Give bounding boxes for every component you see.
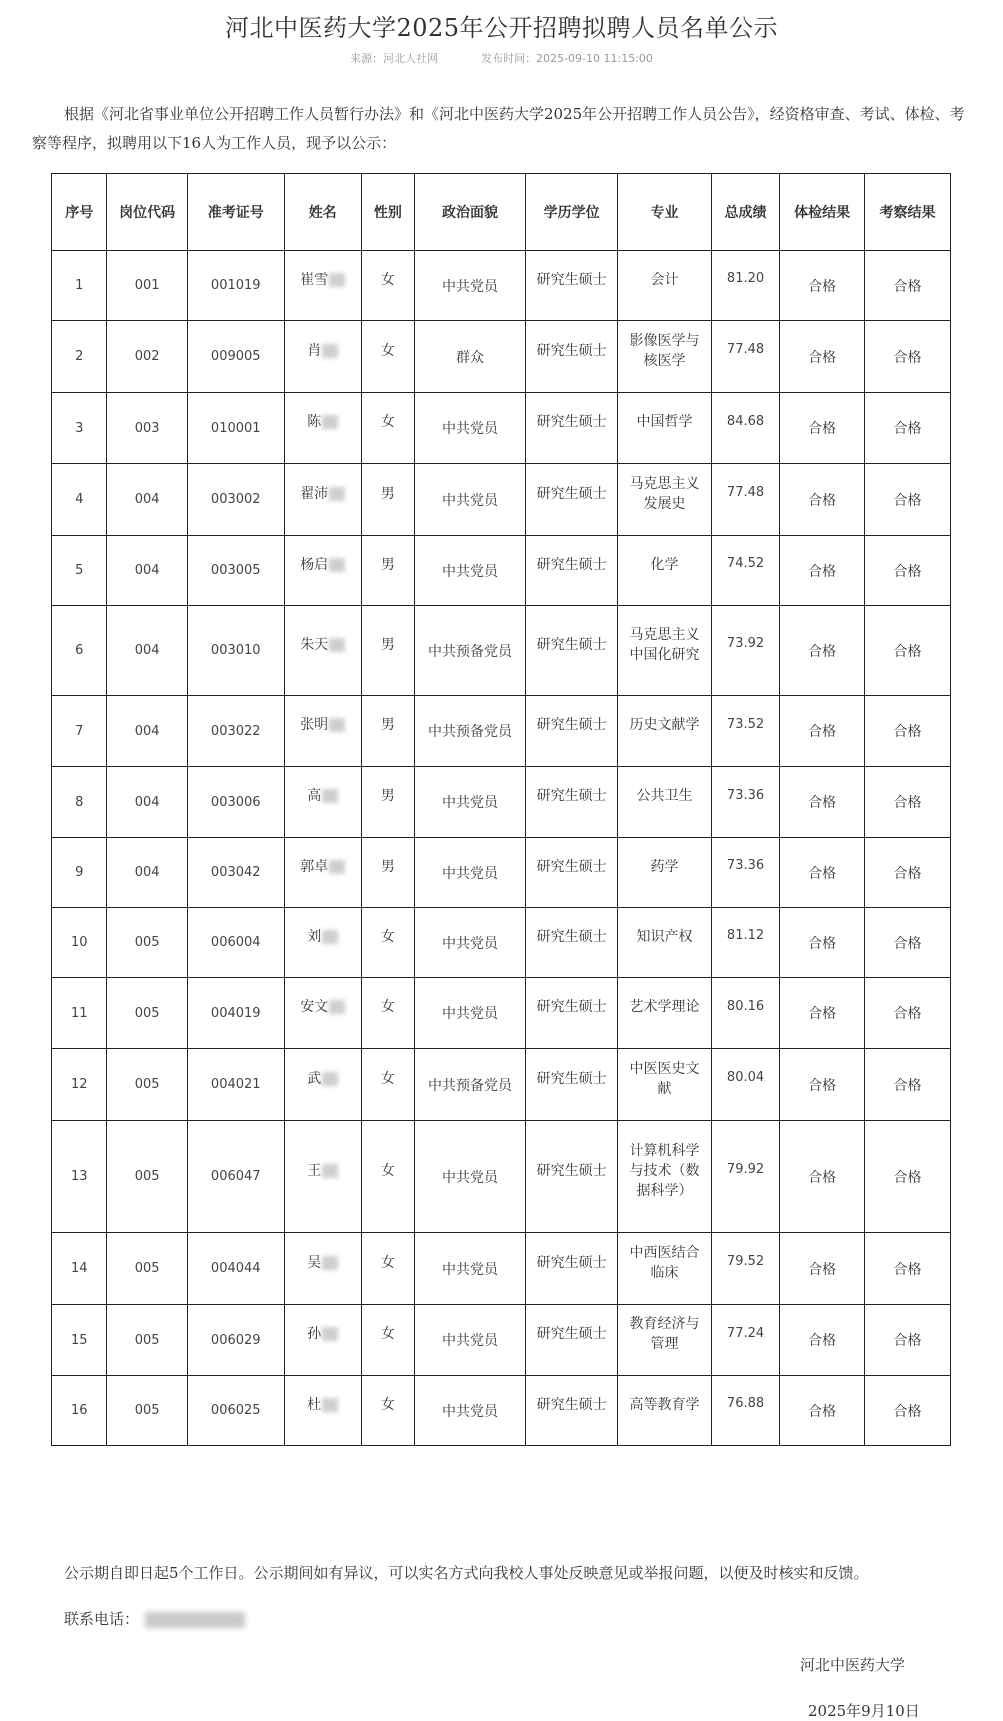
exam-number: 004044 bbox=[187, 1233, 284, 1305]
signature-date: 2025年9月10日 bbox=[808, 1702, 920, 1720]
contact-label: 联系电话： bbox=[64, 1610, 140, 1628]
exam-number: 006029 bbox=[187, 1305, 284, 1376]
inspection-result: 合格 bbox=[865, 536, 951, 606]
table-row bbox=[52, 393, 951, 464]
exam-number: 003002 bbox=[187, 464, 284, 536]
political-status: 中共党员 bbox=[415, 251, 526, 321]
political-status: 中共党员 bbox=[415, 536, 526, 606]
major: 化学 bbox=[618, 536, 711, 606]
physical-result: 合格 bbox=[780, 464, 865, 536]
political-status: 中共预备党员 bbox=[415, 606, 526, 696]
table-row bbox=[52, 606, 951, 696]
inspection-result: 合格 bbox=[865, 606, 951, 696]
redacted-name bbox=[322, 344, 338, 358]
post-code: 004 bbox=[107, 606, 187, 696]
total-score: 80.04 bbox=[711, 1049, 779, 1121]
row-number: 13 bbox=[52, 1121, 107, 1233]
candidate-name: 陈 bbox=[284, 393, 361, 464]
table-row bbox=[52, 251, 951, 321]
major: 中医医史文 献 bbox=[618, 1049, 711, 1121]
post-code: 005 bbox=[107, 978, 187, 1049]
degree: 研究生硕士 bbox=[525, 696, 617, 767]
page-title: 河北中医药大学2025年公开招聘拟聘人员名单公示 bbox=[224, 14, 779, 42]
political-status: 中共党员 bbox=[415, 464, 526, 536]
political-status: 中共党员 bbox=[415, 1121, 526, 1233]
candidate-name: 高 bbox=[284, 767, 361, 838]
post-code: 005 bbox=[107, 1305, 187, 1376]
column-header: 准考证号 bbox=[187, 174, 284, 251]
total-score: 81.20 bbox=[711, 251, 779, 321]
major: 药学 bbox=[618, 838, 711, 908]
table-row bbox=[52, 838, 951, 908]
political-status: 中共党员 bbox=[415, 393, 526, 464]
table-row bbox=[52, 1233, 951, 1305]
total-score: 73.52 bbox=[711, 696, 779, 767]
row-number: 6 bbox=[52, 606, 107, 696]
degree: 研究生硕士 bbox=[525, 464, 617, 536]
physical-result: 合格 bbox=[780, 838, 865, 908]
physical-result: 合格 bbox=[780, 1049, 865, 1121]
gender: 女 bbox=[361, 393, 414, 464]
gender: 女 bbox=[361, 978, 414, 1049]
degree: 研究生硕士 bbox=[525, 251, 617, 321]
column-header: 性别 bbox=[361, 174, 414, 251]
inspection-result: 合格 bbox=[865, 464, 951, 536]
major: 马克思主义 发展史 bbox=[618, 464, 711, 536]
post-code: 004 bbox=[107, 464, 187, 536]
column-header: 考察结果 bbox=[865, 174, 951, 251]
inspection-result: 合格 bbox=[865, 838, 951, 908]
degree: 研究生硕士 bbox=[525, 536, 617, 606]
table-row bbox=[52, 767, 951, 838]
inspection-result: 合格 bbox=[865, 321, 951, 393]
exam-number: 009005 bbox=[187, 321, 284, 393]
candidate-name: 杜 bbox=[284, 1376, 361, 1446]
table-header-row bbox=[52, 174, 951, 251]
total-score: 77.48 bbox=[711, 464, 779, 536]
major: 会计 bbox=[618, 251, 711, 321]
redacted-name bbox=[322, 1327, 338, 1341]
notice-text: 公示期自即日起5个工作日。公示期间如有异议，可以实名方式向我校人事处反映意见或举报问题，以便及时核实和反馈。 bbox=[64, 1564, 869, 1582]
major: 中西医结合 临床 bbox=[618, 1233, 711, 1305]
table-row bbox=[52, 908, 951, 978]
publish-time: 发布时间：2025-09-10 11:15:00 bbox=[481, 52, 653, 65]
gender: 男 bbox=[361, 536, 414, 606]
redacted-name bbox=[322, 1072, 338, 1086]
inspection-result: 合格 bbox=[865, 1049, 951, 1121]
redacted-name bbox=[329, 860, 345, 874]
redacted-name bbox=[322, 930, 338, 944]
physical-result: 合格 bbox=[780, 978, 865, 1049]
post-code: 003 bbox=[107, 393, 187, 464]
degree: 研究生硕士 bbox=[525, 1376, 617, 1446]
column-header: 姓名 bbox=[284, 174, 361, 251]
degree: 研究生硕士 bbox=[525, 1233, 617, 1305]
source-label: 来源：河北人社网 bbox=[350, 52, 439, 65]
exam-number: 006004 bbox=[187, 908, 284, 978]
degree: 研究生硕士 bbox=[525, 838, 617, 908]
column-header: 岗位代码 bbox=[107, 174, 187, 251]
candidate-name: 崔雪 bbox=[284, 251, 361, 321]
candidate-name: 安文 bbox=[284, 978, 361, 1049]
exam-number: 010001 bbox=[187, 393, 284, 464]
major: 历史文献学 bbox=[618, 696, 711, 767]
major: 高等教育学 bbox=[618, 1376, 711, 1446]
gender: 女 bbox=[361, 1233, 414, 1305]
candidate-name: 杨启 bbox=[284, 536, 361, 606]
post-code: 005 bbox=[107, 1376, 187, 1446]
row-number: 14 bbox=[52, 1233, 107, 1305]
table-row bbox=[52, 1121, 951, 1233]
intro-paragraph: 根据《河北省事业单位公开招聘工作人员暂行办法》和《河北中医药大学2025年公开招聘工作人员公告》，经资格审查、考试、体检、考察等程序，拟聘用以下16人为工作人员，现予以公示： bbox=[32, 105, 965, 152]
table-row bbox=[52, 978, 951, 1049]
inspection-result: 合格 bbox=[865, 767, 951, 838]
row-number: 8 bbox=[52, 767, 107, 838]
physical-result: 合格 bbox=[780, 1305, 865, 1376]
exam-number: 003010 bbox=[187, 606, 284, 696]
row-number: 1 bbox=[52, 251, 107, 321]
redacted-name bbox=[322, 1164, 338, 1178]
post-code: 001 bbox=[107, 251, 187, 321]
total-score: 73.36 bbox=[711, 838, 779, 908]
candidate-name: 张明 bbox=[284, 696, 361, 767]
post-code: 004 bbox=[107, 696, 187, 767]
inspection-result: 合格 bbox=[865, 908, 951, 978]
column-header: 序号 bbox=[52, 174, 107, 251]
degree: 研究生硕士 bbox=[525, 393, 617, 464]
major: 中国哲学 bbox=[618, 393, 711, 464]
political-status: 中共党员 bbox=[415, 1233, 526, 1305]
gender: 男 bbox=[361, 838, 414, 908]
redacted-phone bbox=[145, 1612, 245, 1628]
political-status: 中共党员 bbox=[415, 908, 526, 978]
degree: 研究生硕士 bbox=[525, 1049, 617, 1121]
redacted-name bbox=[329, 273, 345, 287]
degree: 研究生硕士 bbox=[525, 1121, 617, 1233]
candidate-name: 武 bbox=[284, 1049, 361, 1121]
major: 马克思主义 中国化研究 bbox=[618, 606, 711, 696]
exam-number: 004019 bbox=[187, 978, 284, 1049]
political-status: 中共党员 bbox=[415, 978, 526, 1049]
physical-result: 合格 bbox=[780, 767, 865, 838]
total-score: 84.68 bbox=[711, 393, 779, 464]
exam-number: 003005 bbox=[187, 536, 284, 606]
table-body bbox=[52, 251, 951, 1446]
total-score: 74.52 bbox=[711, 536, 779, 606]
political-status: 中共党员 bbox=[415, 1376, 526, 1446]
candidate-name: 刘 bbox=[284, 908, 361, 978]
column-header: 学历学位 bbox=[525, 174, 617, 251]
post-code: 004 bbox=[107, 838, 187, 908]
political-status: 中共预备党员 bbox=[415, 696, 526, 767]
physical-result: 合格 bbox=[780, 251, 865, 321]
gender: 女 bbox=[361, 251, 414, 321]
total-score: 79.52 bbox=[711, 1233, 779, 1305]
table-row bbox=[52, 536, 951, 606]
physical-result: 合格 bbox=[780, 606, 865, 696]
table-row bbox=[52, 1305, 951, 1376]
physical-result: 合格 bbox=[780, 393, 865, 464]
post-code: 005 bbox=[107, 1121, 187, 1233]
candidate-name: 王 bbox=[284, 1121, 361, 1233]
row-number: 3 bbox=[52, 393, 107, 464]
row-number: 10 bbox=[52, 908, 107, 978]
major: 知识产权 bbox=[618, 908, 711, 978]
post-code: 002 bbox=[107, 321, 187, 393]
degree: 研究生硕士 bbox=[525, 606, 617, 696]
degree: 研究生硕士 bbox=[525, 321, 617, 393]
total-score: 79.92 bbox=[711, 1121, 779, 1233]
inspection-result: 合格 bbox=[865, 696, 951, 767]
major: 影像医学与 核医学 bbox=[618, 321, 711, 393]
column-header: 政治面貌 bbox=[415, 174, 526, 251]
exam-number: 003006 bbox=[187, 767, 284, 838]
political-status: 中共党员 bbox=[415, 838, 526, 908]
major: 艺术学理论 bbox=[618, 978, 711, 1049]
inspection-result: 合格 bbox=[865, 1305, 951, 1376]
redacted-name bbox=[322, 789, 338, 803]
physical-result: 合格 bbox=[780, 321, 865, 393]
redacted-name bbox=[322, 1398, 338, 1412]
inspection-result: 合格 bbox=[865, 1233, 951, 1305]
row-number: 2 bbox=[52, 321, 107, 393]
physical-result: 合格 bbox=[780, 1376, 865, 1446]
redacted-name bbox=[329, 718, 345, 732]
major: 公共卫生 bbox=[618, 767, 711, 838]
post-code: 005 bbox=[107, 1233, 187, 1305]
total-score: 73.36 bbox=[711, 767, 779, 838]
total-score: 77.24 bbox=[711, 1305, 779, 1376]
physical-result: 合格 bbox=[780, 1121, 865, 1233]
inspection-result: 合格 bbox=[865, 251, 951, 321]
redacted-name bbox=[329, 638, 345, 652]
total-score: 80.16 bbox=[711, 978, 779, 1049]
column-header: 专业 bbox=[618, 174, 711, 251]
gender: 女 bbox=[361, 1376, 414, 1446]
inspection-result: 合格 bbox=[865, 1376, 951, 1446]
post-code: 005 bbox=[107, 908, 187, 978]
row-number: 16 bbox=[52, 1376, 107, 1446]
exam-number: 006025 bbox=[187, 1376, 284, 1446]
table-row bbox=[52, 464, 951, 536]
gender: 女 bbox=[361, 1305, 414, 1376]
candidate-name: 吴 bbox=[284, 1233, 361, 1305]
gender: 女 bbox=[361, 908, 414, 978]
candidate-name: 朱天 bbox=[284, 606, 361, 696]
row-number: 9 bbox=[52, 838, 107, 908]
gender: 男 bbox=[361, 696, 414, 767]
candidate-table bbox=[51, 173, 951, 1446]
redacted-name bbox=[322, 415, 338, 429]
major: 计算机科学 与技术（数 据科学） bbox=[618, 1121, 711, 1233]
post-code: 005 bbox=[107, 1049, 187, 1121]
major: 教育经济与 管理 bbox=[618, 1305, 711, 1376]
row-number: 12 bbox=[52, 1049, 107, 1121]
redacted-name bbox=[329, 1000, 345, 1014]
exam-number: 006047 bbox=[187, 1121, 284, 1233]
gender: 男 bbox=[361, 464, 414, 536]
candidate-name: 孙 bbox=[284, 1305, 361, 1376]
candidate-name: 肖 bbox=[284, 321, 361, 393]
row-number: 11 bbox=[52, 978, 107, 1049]
inspection-result: 合格 bbox=[865, 393, 951, 464]
exam-number: 001019 bbox=[187, 251, 284, 321]
column-header: 总成绩 bbox=[711, 174, 779, 251]
row-number: 4 bbox=[52, 464, 107, 536]
gender: 男 bbox=[361, 767, 414, 838]
table-row bbox=[52, 696, 951, 767]
row-number: 15 bbox=[52, 1305, 107, 1376]
table-row bbox=[52, 1376, 951, 1446]
post-code: 004 bbox=[107, 767, 187, 838]
exam-number: 003022 bbox=[187, 696, 284, 767]
row-number: 5 bbox=[52, 536, 107, 606]
physical-result: 合格 bbox=[780, 696, 865, 767]
inspection-result: 合格 bbox=[865, 978, 951, 1049]
inspection-result: 合格 bbox=[865, 1121, 951, 1233]
signature: 河北中医药大学 bbox=[800, 1656, 906, 1674]
political-status: 中共预备党员 bbox=[415, 1049, 526, 1121]
political-status: 中共党员 bbox=[415, 1305, 526, 1376]
physical-result: 合格 bbox=[780, 536, 865, 606]
column-header: 体检结果 bbox=[780, 174, 865, 251]
degree: 研究生硕士 bbox=[525, 978, 617, 1049]
table-row bbox=[52, 1049, 951, 1121]
physical-result: 合格 bbox=[780, 908, 865, 978]
degree: 研究生硕士 bbox=[525, 1305, 617, 1376]
exam-number: 004021 bbox=[187, 1049, 284, 1121]
total-score: 73.92 bbox=[711, 606, 779, 696]
total-score: 76.88 bbox=[711, 1376, 779, 1446]
candidate-name: 郭卓 bbox=[284, 838, 361, 908]
gender: 男 bbox=[361, 606, 414, 696]
total-score: 81.12 bbox=[711, 908, 779, 978]
degree: 研究生硕士 bbox=[525, 908, 617, 978]
redacted-name bbox=[322, 1256, 338, 1270]
political-status: 群众 bbox=[415, 321, 526, 393]
post-code: 004 bbox=[107, 536, 187, 606]
exam-number: 003042 bbox=[187, 838, 284, 908]
redacted-name bbox=[329, 558, 345, 572]
table-row bbox=[52, 321, 951, 393]
candidate-name: 翟沛 bbox=[284, 464, 361, 536]
gender: 女 bbox=[361, 1121, 414, 1233]
physical-result: 合格 bbox=[780, 1233, 865, 1305]
total-score: 77.48 bbox=[711, 321, 779, 393]
contact-phone bbox=[64, 1608, 245, 1629]
article-meta bbox=[0, 50, 1003, 66]
gender: 女 bbox=[361, 321, 414, 393]
row-number: 7 bbox=[52, 696, 107, 767]
degree: 研究生硕士 bbox=[525, 767, 617, 838]
gender: 女 bbox=[361, 1049, 414, 1121]
political-status: 中共党员 bbox=[415, 767, 526, 838]
redacted-name bbox=[329, 487, 345, 501]
